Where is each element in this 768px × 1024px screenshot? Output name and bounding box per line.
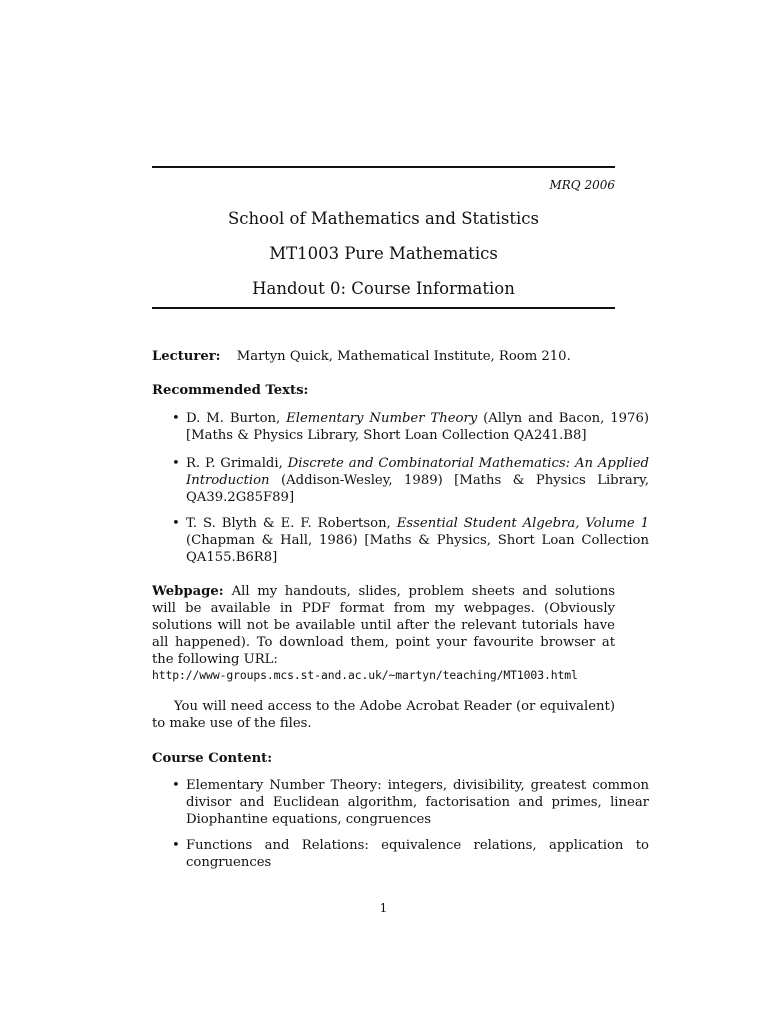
bottom-rule <box>152 307 615 309</box>
book-title: Essential Student Algebra, Volume 1 <box>396 516 649 531</box>
acrobat-note: You will need access to the Adobe Acrobat Reader (or equivalent) to make use of the files. <box>152 699 615 731</box>
list-item <box>152 410 649 444</box>
handout-title: Handout 0: Course Information <box>252 279 515 298</box>
list-item <box>152 837 649 871</box>
course-title: MT1003 Pure Mathematics <box>269 244 498 263</box>
webpage-text: All my handouts, slides, problem sheets and solutions will be available in PDF format from my webpages. (Obviously solutions will not be available until after the relevant tutorials have all happened). To download them, point your favourite browser at the following URL: <box>152 584 615 667</box>
webpage-paragraph <box>152 583 615 668</box>
page-number: 1 <box>379 901 388 915</box>
lecturer-label: Lecturer: <box>152 349 221 364</box>
course-url-link[interactable]: http://www-groups.mcs.st-and.ac.uk/~martyn/teaching/MT1003.html <box>152 668 578 682</box>
course-content-heading: Course Content: <box>152 751 273 766</box>
top-rule <box>152 166 615 168</box>
webpage-label: Webpage: <box>152 584 224 599</box>
book-title: Elementary Number Theory <box>286 411 478 426</box>
recommended-texts-heading: Recommended Texts: <box>152 383 309 398</box>
school-title: School of Mathematics and Statistics <box>228 209 539 228</box>
bullet-icon: • <box>172 778 180 793</box>
book-author: R. P. Grimaldi, <box>186 456 288 471</box>
book-author: T. S. Blyth & E. F. Robertson, <box>186 516 397 531</box>
bullet-icon: • <box>172 516 180 531</box>
bullet-icon: • <box>172 456 180 471</box>
lecturer-line <box>152 348 615 365</box>
list-item <box>152 777 649 828</box>
author-tag: MRQ 2006 <box>549 178 615 192</box>
bullet-icon: • <box>172 838 180 853</box>
book-details: (Allyn and Bacon, 1976) [Maths & Physics Library, Short Loan Collection QA241.B8] <box>186 411 649 443</box>
book-details: (Chapman & Hall, 1986) [Maths & Physics, Short Loan Collection QA155.B6R8] <box>186 533 649 565</box>
book-author: D. M. Burton, <box>186 411 287 426</box>
content-item-text: Functions and Relations: equivalence relations, application to congruences <box>186 838 649 870</box>
book-title: Discrete and Combinatorial Mathematics: An Applied Introduction <box>186 456 649 488</box>
list-item <box>152 455 649 506</box>
bullet-icon: • <box>172 411 180 426</box>
content-item-text: Elementary Number Theory: integers, divisibility, greatest common divisor and Euclidean algorithm, factorisation and primes, linear Diophantine equations, congruences <box>186 778 649 827</box>
list-item <box>152 515 649 566</box>
book-details: (Addison-Wesley, 1989) [Maths & Physics Library, QA39.2G85F89] <box>186 473 649 505</box>
lecturer-text: Martyn Quick, Mathematical Institute, Room 210. <box>236 349 571 364</box>
